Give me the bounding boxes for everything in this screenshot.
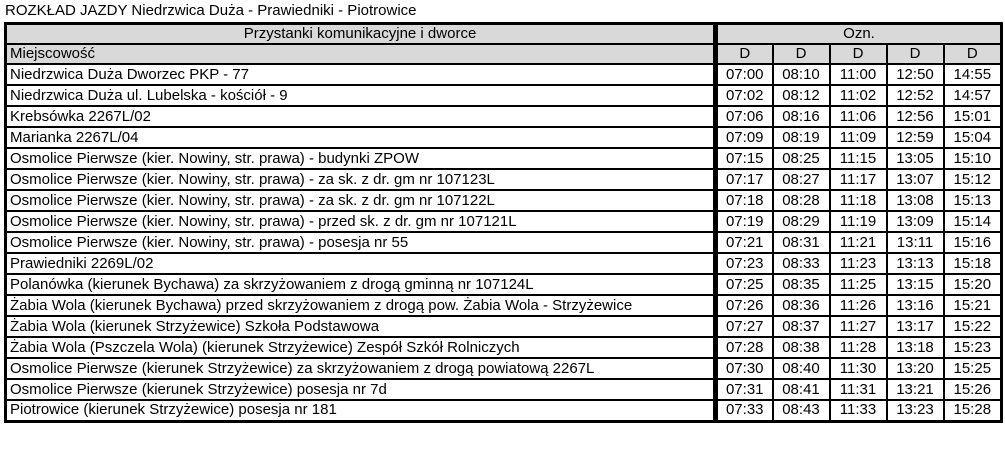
departure-time: 15:01 [944,106,1002,127]
page-title: ROZKŁAD JAZDY Niedrzwica Duża - Prawiedniki - Piotrowice [5,2,417,19]
departure-time: 11:27 [830,316,887,337]
stop-name: Niedrzwica Duża ul. Lubelska - kościół - 9 [6,85,716,106]
stop-name: Niedrzwica Duża Dworzec PKP - 77 [6,64,716,85]
table-row [6,400,1002,421]
table-row [6,85,1002,106]
departure-time: 08:37 [773,316,830,337]
departure-time: 15:21 [944,295,1002,316]
departure-time: 12:56 [887,106,944,127]
table-row [6,190,1002,211]
stop-name: Żabia Wola (Pszczela Wola) (kierunek Strzyżewice) Zespół Szkół Rolniczych [6,337,716,358]
departure-time: 11:23 [830,253,887,274]
departure-time: 08:29 [773,211,830,232]
departure-time: 12:52 [887,85,944,106]
departure-time: 15:23 [944,337,1002,358]
departure-time: 08:31 [773,232,830,253]
departure-time: 11:09 [830,127,887,148]
departure-time: 11:18 [830,190,887,211]
departure-time: 15:20 [944,274,1002,295]
departure-time: 08:10 [773,64,830,85]
departure-time: 07:17 [716,169,773,190]
departure-time: 11:21 [830,232,887,253]
departure-time: 13:17 [887,316,944,337]
table-row [6,169,1002,190]
stop-name: Osmolice Pierwsze (kierunek Strzyżewice) posesja nr 7d [6,379,716,400]
departure-time: 15:25 [944,358,1002,379]
departure-time: 11:25 [830,274,887,295]
stop-name: Osmolice Pierwsze (kier. Nowiny, str. prawa) - posesja nr 55 [6,232,716,253]
departure-time: 08:16 [773,106,830,127]
table-row [6,211,1002,232]
departure-time: 15:26 [944,379,1002,400]
departure-time: 13:15 [887,274,944,295]
departure-time: 15:10 [944,148,1002,169]
column-header-row [6,44,1002,64]
departure-time: 11:17 [830,169,887,190]
departure-time: 11:06 [830,106,887,127]
table-row [6,148,1002,169]
stop-name: Piotrowice (kierunek Strzyżewice) posesja nr 181 [6,400,716,421]
departure-time: 07:26 [716,295,773,316]
departure-time: 08:25 [773,148,830,169]
day-mark-header: D [887,44,944,64]
day-mark-header: D [944,44,1002,64]
table-row [6,106,1002,127]
stops-group-header: Przystanki komunikacyjne i dworce [6,24,716,45]
departure-time: 08:19 [773,127,830,148]
departure-time: 07:21 [716,232,773,253]
departure-time: 11:19 [830,211,887,232]
departure-time: 11:02 [830,85,887,106]
departure-time: 13:09 [887,211,944,232]
departure-time: 08:38 [773,337,830,358]
departure-time: 08:43 [773,400,830,421]
departure-time: 08:41 [773,379,830,400]
departure-time: 13:08 [887,190,944,211]
day-mark-header: D [716,44,773,64]
stop-name: Prawiedniki 2269L/02 [6,253,716,274]
departure-time: 11:30 [830,358,887,379]
departure-time: 13:11 [887,232,944,253]
stop-name: Marianka 2267L/04 [6,127,716,148]
departure-time: 08:28 [773,190,830,211]
departure-time: 12:59 [887,127,944,148]
timetable-body [6,64,1002,421]
departure-time: 07:19 [716,211,773,232]
departure-time: 08:40 [773,358,830,379]
departure-time: 07:09 [716,127,773,148]
table-row [6,127,1002,148]
departure-time: 07:00 [716,64,773,85]
stop-name: Żabia Wola (kierunek Strzyżewice) Szkoła Podstawowa [6,316,716,337]
departure-time: 07:33 [716,400,773,421]
departure-time: 07:06 [716,106,773,127]
departure-time: 08:33 [773,253,830,274]
departure-time: 07:27 [716,316,773,337]
designation-group-header: Ozn. [716,24,1002,45]
departure-time: 13:05 [887,148,944,169]
timetable [4,22,1003,423]
table-row [6,274,1002,295]
table-row [6,316,1002,337]
table-row [6,337,1002,358]
departure-time: 13:07 [887,169,944,190]
departure-time: 13:23 [887,400,944,421]
departure-time: 11:33 [830,400,887,421]
departure-time: 14:55 [944,64,1002,85]
stop-name: Osmolice Pierwsze (kier. Nowiny, str. prawa) - budynki ZPOW [6,148,716,169]
departure-time: 15:28 [944,400,1002,421]
departure-time: 07:28 [716,337,773,358]
departure-time: 07:30 [716,358,773,379]
table-row [6,253,1002,274]
departure-time: 08:27 [773,169,830,190]
departure-time: 11:00 [830,64,887,85]
departure-time: 13:20 [887,358,944,379]
departure-time: 13:21 [887,379,944,400]
departure-time: 15:12 [944,169,1002,190]
departure-time: 13:16 [887,295,944,316]
departure-time: 11:31 [830,379,887,400]
departure-time: 07:02 [716,85,773,106]
stop-name: Osmolice Pierwsze (kier. Nowiny, str. prawa) - za sk. z dr. gm nr 107122L [6,190,716,211]
departure-time: 07:31 [716,379,773,400]
departure-time: 07:25 [716,274,773,295]
departure-time: 13:13 [887,253,944,274]
departure-time: 15:14 [944,211,1002,232]
locality-column-header: Miejscowość [6,44,716,64]
departure-time: 07:18 [716,190,773,211]
stop-name: Osmolice Pierwsze (kierunek Strzyżewice) za skrzyżowaniem z drogą powiatową 2267L [6,358,716,379]
departure-time: 11:26 [830,295,887,316]
departure-time: 12:50 [887,64,944,85]
table-row [6,358,1002,379]
departure-time: 08:35 [773,274,830,295]
departure-time: 15:22 [944,316,1002,337]
departure-time: 07:23 [716,253,773,274]
stop-name: Żabia Wola (kierunek Bychawa) przed skrzyżowaniem z drogą pow. Żabia Wola - Strzyżewice [6,295,716,316]
stop-name: Osmolice Pierwsze (kier. Nowiny, str. prawa) - za sk. z dr. gm nr 107123L [6,169,716,190]
departure-time: 11:15 [830,148,887,169]
day-mark-header: D [773,44,830,64]
departure-time: 07:15 [716,148,773,169]
departure-time: 08:12 [773,85,830,106]
table-row [6,379,1002,400]
departure-time: 14:57 [944,85,1002,106]
stop-name: Polanówka (kierunek Bychawa) za skrzyżowaniem z drogą gminną nr 107124L [6,274,716,295]
stop-name: Osmolice Pierwsze (kier. Nowiny, str. prawa) - przed sk. z dr. gm nr 107121L [6,211,716,232]
departure-time: 15:04 [944,127,1002,148]
departure-time: 15:18 [944,253,1002,274]
day-mark-header: D [830,44,887,64]
departure-time: 11:28 [830,337,887,358]
departure-time: 08:36 [773,295,830,316]
table-row [6,295,1002,316]
stop-name: Krebsówka 2267L/02 [6,106,716,127]
group-header-row [6,24,1002,45]
departure-time: 15:16 [944,232,1002,253]
departure-time: 13:18 [887,337,944,358]
table-row [6,64,1002,85]
departure-time: 15:13 [944,190,1002,211]
table-row [6,232,1002,253]
